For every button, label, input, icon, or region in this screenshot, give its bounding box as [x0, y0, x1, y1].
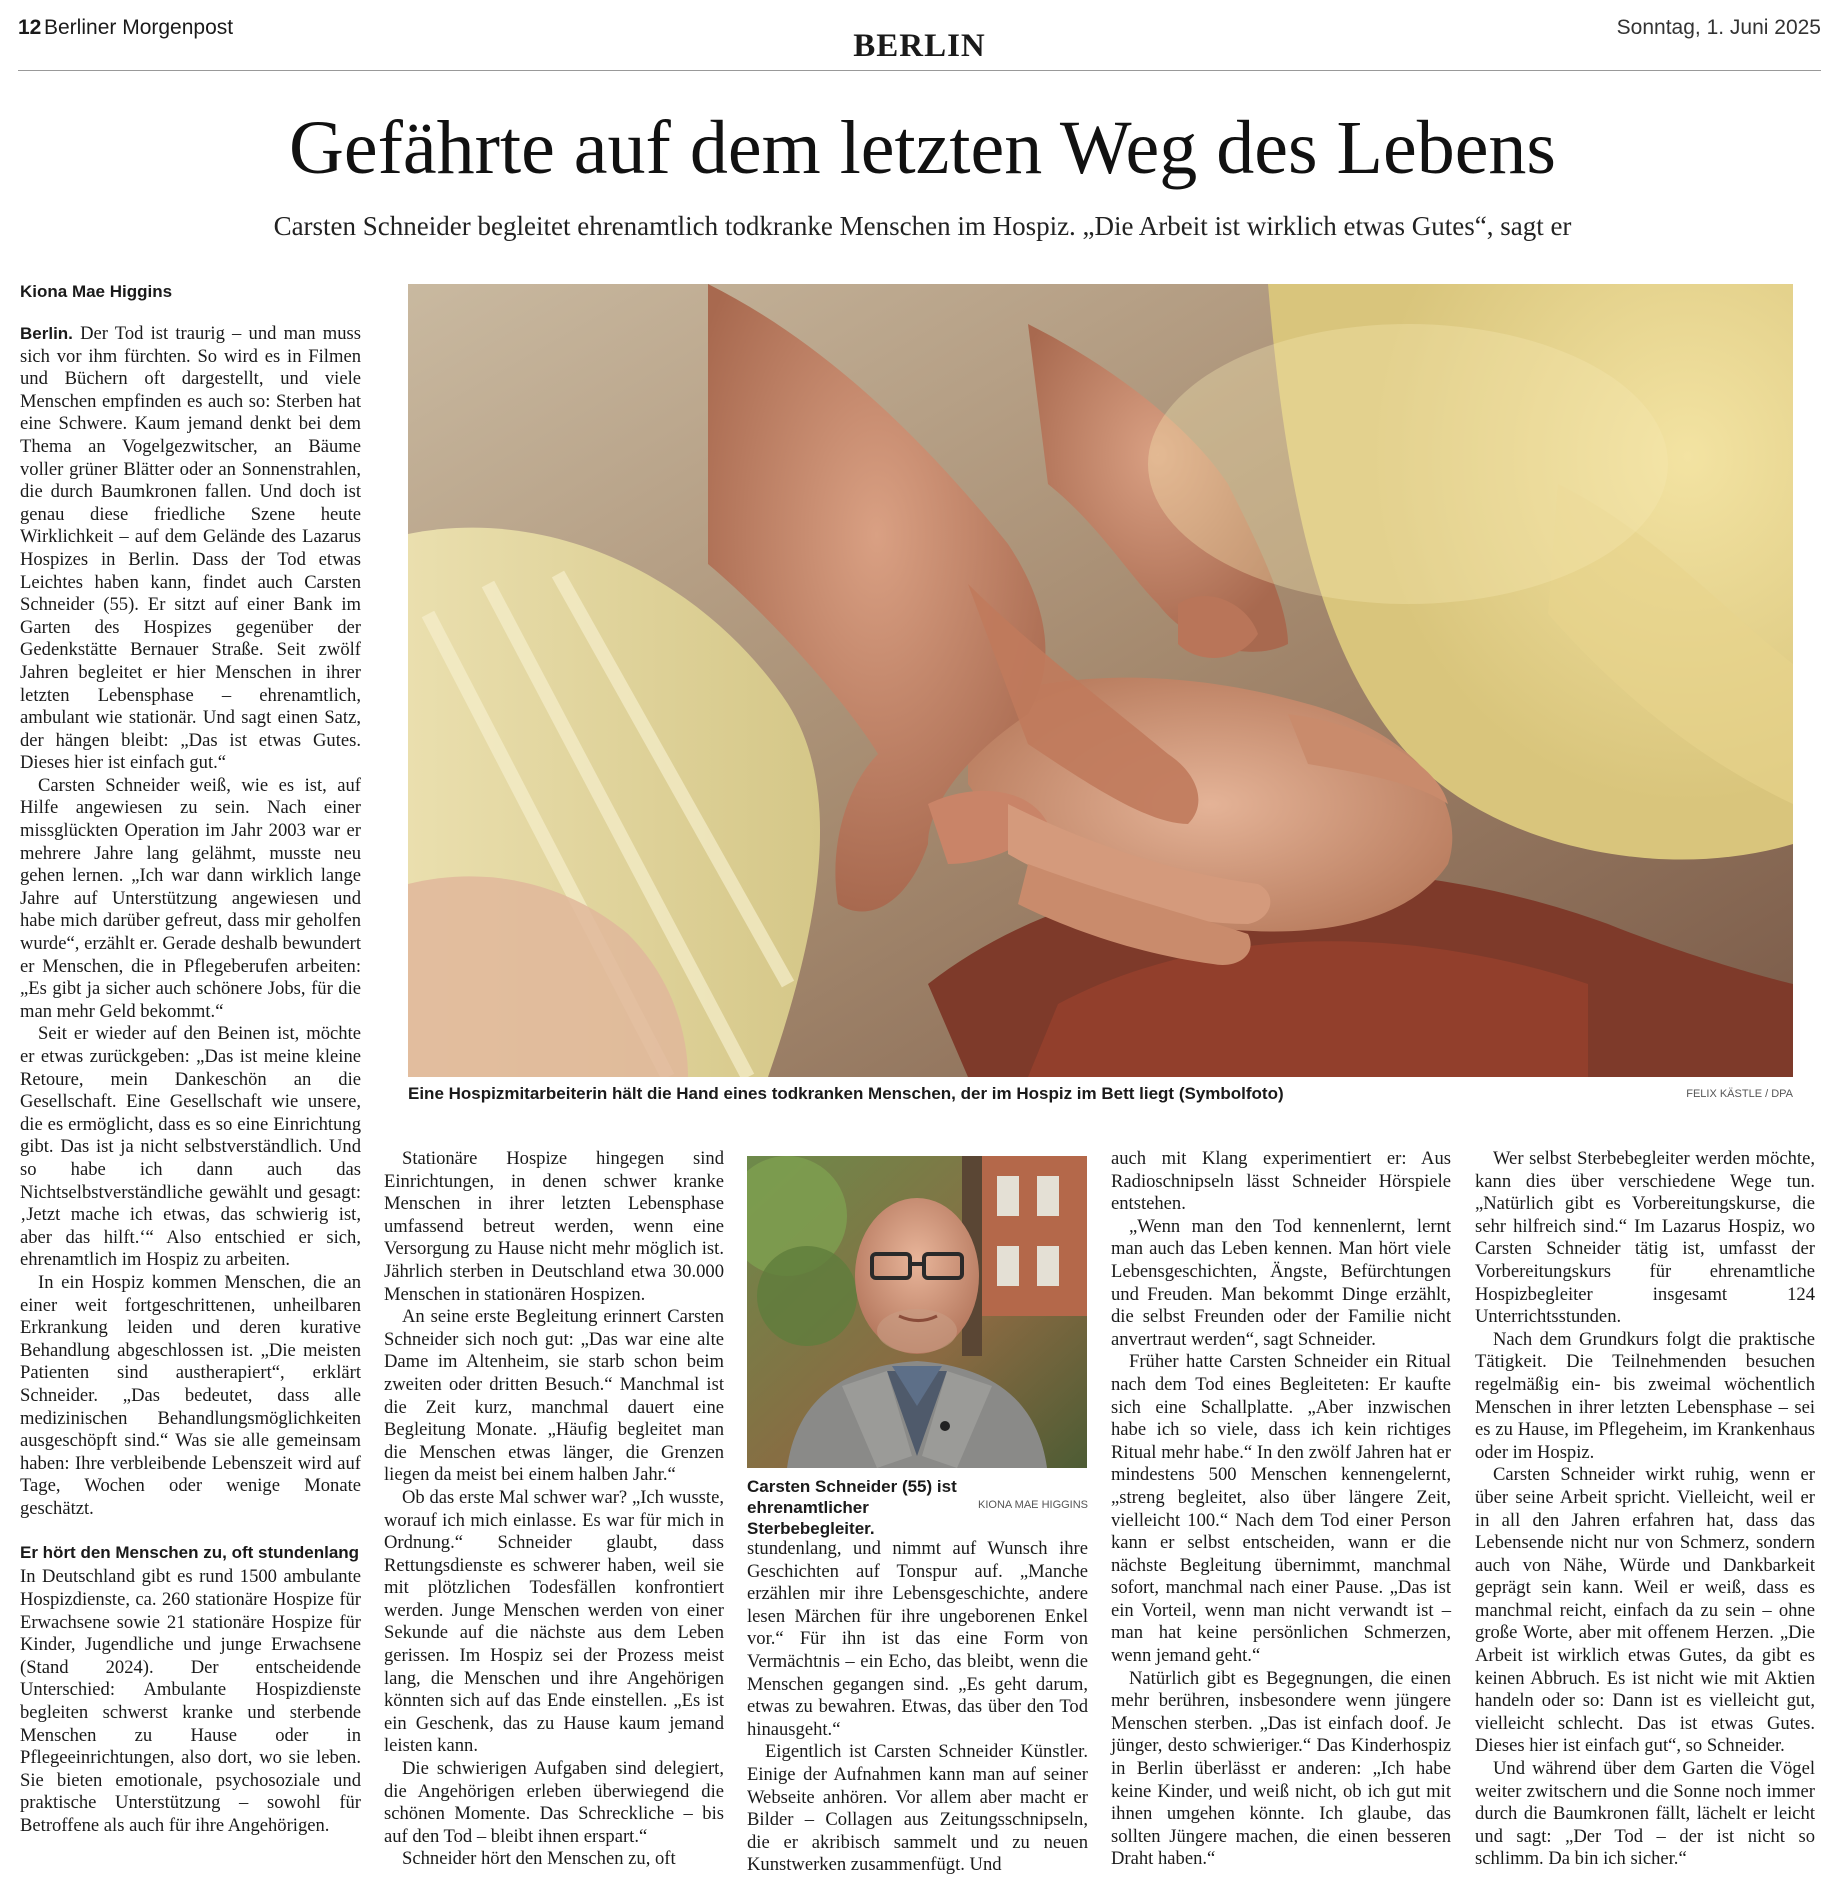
paragraph: Stationäre Hospize hingegen sind Einrichtungen, in denen schwer kranke Menschen in ihrer letzten Lebensphase umfassend betreut werden, wenn eine Versorgung zu Hause nicht mehr möglich ist. Jährlich sterben in Deutschland etwa 30.000 Menschen in stationären Hospizen. — [384, 1148, 724, 1305]
paragraph: Carsten Schneider weiß, wie es ist, auf Hilfe angewiesen zu sein. Nach einer missglückten Operation im Jahr 2003 war er mehrere Jahre lang gelähmt, musste neu gehen lernen. „Ich war dann wirklich lange Jahre auf Unterstützung angewiesen und habe mich darüber gefreut, dass mir geholfen wurde“, erzählt er. Gerade deshalb bewundert er Menschen, die in Pflegeberufen arbeiten: „Es gibt ja sicher auch schönere Jobs, für die man mehr Geld bekommt.“ — [20, 774, 361, 1022]
section-title: BERLIN — [853, 28, 986, 64]
paragraph: An seine erste Begleitung erinnert Carsten Schneider sich noch gut: „Das war eine alte Dame im Altenheim, sie starb schon beim zweiten oder dritten Besuch.“ Manchmal ist die Zeit kurz, manchmal dauert eine Begleitung Monate. „Häufig begleitet man die Menschen etwas länger, die Grenzen liegen da meist bei einem halben Jahr.“ — [384, 1306, 724, 1486]
author-byline: Kiona Mae Higgins — [20, 282, 173, 301]
page-number: 12 — [18, 16, 42, 39]
paragraph: Ob das erste Mal schwer war? „Ich wusste, worauf ich mich einlasse. Es war für mich in Ordnung.“ Schneider glaubt, dass Rettungsdienste es schwerer haben, weil sie mit plötzlichen Todesfällen konfrontiert werden. Junge Menschen werden von einer Sekunde auf die nächste aus dem Leben gerissen. Im Hospiz sei der Prozess meist lang, die Menschen und ihre Angehörigen könnten sich auf das Ende einstellen. „Es ist ein Geschenk, das zu Hause kaum jemand leisten kann. — [384, 1486, 724, 1757]
paragraph: In Deutschland gibt es rund 1500 ambulante Hospizdienste, ca. 260 stationäre Hospize für Erwachsene sowie 21 stationäre Hospize für Kinder, Jugendliche und junge Erwachsene (Stand 2024). Der entscheidende Unterschied: Ambulante Hospizdienste begleiten schwerst kranke und sterbende Menschen zu Hause oder in Pflegeeinrichtungen, also dort, wo sie leben. Sie bieten emotionale, psychosoziale und praktische Unterstützung – sowohl für Betroffene als auch für ihre Angehörigen. — [20, 1566, 361, 1836]
paragraph: Seit er wieder auf den Beinen ist, möchte er etwas zurückgeben: „Das ist meine kleine Retoure, mein Dankeschön an die Gesellschaft. Eine Gesellschaft wie unsere, die es ermöglicht, dass es so eine Einrichtung gibt. Das ist ja nicht selbstverständlich. Und so habe ich dann auch das Nichtselbstverständliche gewählt und gesagt: ‚Jetzt mache ich etwas, das schwierig ist, aber das hilft.‘“ Also entschied er sich, ehrenamtlich im Hospiz zu arbeiten. — [20, 1023, 361, 1271]
main-photo-credit: FELIX KÄSTLE / DPA — [1686, 1088, 1793, 1100]
portrait-photo — [747, 1156, 1087, 1468]
main-photo-caption: Eine Hospizmitarbeiterin hält die Hand eines todkranken Menschen, der im Hospiz im Bett liegt (Symbolfoto) — [408, 1084, 1284, 1103]
paragraph: In ein Hospiz kommen Menschen, die an einer weit fortgeschrittenen, unheilbaren Erkrankung leiden und deren kurative Behandlung abgeschlossen ist. „Die meisten Patienten sind austherapiert“, erklärt Schneider. „Das bedeutet, dass alle medizinischen Behandlungsmöglichkeiten ausgeschöpft sind.“ Was sie alle gemeinsam haben: Ihre verbleibende Lebenszeit wird auf Tage, Wochen oder wenige Monate geschätzt. — [20, 1271, 361, 1519]
paragraph: Nach dem Grundkurs folgt die praktische Tätigkeit. Die Teilnehmenden besuchen regelmäßig ein- bis zweimal wöchentlich Menschen in ihrer letzten Lebensphase – sei es zu Hause, im Pflegeheim, im Krankenhaus oder im Hospiz. — [1475, 1328, 1815, 1463]
article-column-1 — [20, 323, 361, 1838]
article-headline: Gefährte auf dem letzten Weg des Lebens — [288, 106, 1557, 190]
paragraph: Wer selbst Sterbebegleiter werden möchte, kann dies über verschiedene Wege tun. „Natürlich gibt es Vorbereitungskurse, die sehr hilfreich sind.“ Im Lazarus Hospiz, wo Carsten Schneider tätig ist, umfasst der Vorbereitungskurs für ehrenamtliche Hospizbegleiter insgesamt 124 Unterrichtsstunden. — [1475, 1148, 1815, 1328]
dateline: Berlin. — [20, 324, 73, 343]
paragraph: auch mit Klang experimentiert er: Aus Radioschnipseln lässt Schneider Hörspiele entstehen. — [1111, 1148, 1451, 1215]
masthead — [18, 10, 1821, 71]
subheading: Er hört den Menschen zu, oft stundenlang — [20, 1543, 360, 1563]
paragraph-text: Der Tod ist traurig – und man muss sich vor ihm fürchten. So wird es in Filmen und Büchern oft dargestellt, und viele Menschen empfinden es auch so: Sterben hat eine Schwere. Kaum jemand denkt bei dem Thema an Vogelgezwitscher, an Bäume voller grüner Blätter oder an Sonnenstrahlen, die durch Baumkronen fallen. Und doch ist genau diese friedliche Szene heute Wirklichkeit – auf dem Gelände des Lazarus Hospizes in Berlin. Dass der Tod etwas Leichtes haben kann, findet auch Carsten Schneider (55). Er sitzt auf einer Bank im Garten des Hospizes gegenüber der Gedenkstätte Bernauer Straße. Seit zwölf Jahren begleitet er hier Menschen in ihrer letzten Lebensphase – ehrenamtlich, ambulant wie stationär. Und sagt einen Satz, der hängen bleibt: „Das ist etwas Gutes. Dieses hier ist einfach gut.“ — [20, 323, 361, 774]
article-column-2 — [384, 1148, 724, 1871]
paragraph: Die schwierigen Aufgaben sind delegiert, die Angehörigen erleben überwiegend die schönen Momente. Das Schreckliche – bis auf den Tod – bleibt ihnen erspart.“ — [384, 1758, 724, 1847]
paragraph: „Wenn man den Tod kennenlernt, lernt man auch das Leben kennen. Man hört viele Lebensgeschichten, Ängste, Befürchtungen und Freuden. Man bekommt Dinge erzählt, die selbst Freunden oder der Familie nicht anvertraut werden“, sagt Schneider. — [1111, 1215, 1451, 1350]
article-column-4 — [1111, 1148, 1451, 1871]
paragraph — [20, 323, 361, 775]
article-subline: Carsten Schneider begleitet ehrenamtlich todkranke Menschen im Hospiz. „Die Arbeit ist wirklich etwas Gutes“, sagt er — [273, 211, 1572, 241]
article-column-5 — [1475, 1148, 1815, 1871]
main-photo — [408, 284, 1793, 1077]
paragraph: Eigentlich ist Carsten Schneider Künstler. Einige der Aufnahmen kann man auf seiner Webseite anhören. Vor allem aber macht er Bilder – Collagen aus Zeitungsschnipseln, die er akribisch sammelt und zu neuen Kunstwerken zusammenfügt. Und — [747, 1741, 1088, 1876]
portrait-caption: Carsten Schneider (55) ist ehrenamtlicher Sterbebegleiter. — [747, 1477, 957, 1538]
issue-date: Sonntag, 1. Juni 2025 — [1616, 16, 1821, 39]
paragraph: Carsten Schneider wirkt ruhig, wenn er über seine Arbeit spricht. Vielleicht, weil er in all den Jahren erfahren hat, dass das Lebensende nicht nur von Schmerz, sondern auch von Nähe, Würde und Dankbarkeit geprägt sein kann. Weil er weiß, dass es manchmal reicht, einfach da zu sein – ohne große Worte, aber mit offenem Herzen. „Die Arbeit ist wirklich etwas Gutes, da gibt es keinen Abbruch. Es ist nicht wie mit Aktien handeln oder so: Dann ist es vielleicht gut, vielleicht schlecht. Das ist etwas Gutes. Dieses hier ist einfach gut“, so Schneider. — [1475, 1464, 1815, 1757]
article-column-3 — [747, 1538, 1088, 1877]
paragraph: Natürlich gibt es Begegnungen, die einen mehr berühren, insbesondere wenn jüngere Menschen sterben. „Das ist einfach doof. Je jünger, desto schwieriger.“ Das Kinderhospiz in Berlin überlässt er anderen: „Ich habe keine Kinder, und weiß nicht, ob ich gut mit ihnen umgehen könnte. Ich glaube, das sollten Jüngere machen, die einen besseren Draht haben.“ — [1111, 1667, 1451, 1870]
paragraph: stundenlang, und nimmt auf Wunsch ihre Geschichten auf Tonspur auf. „Manche erzählen mir ihre Lebensgeschichte, andere lesen Märchen für ihre ungeborenen Enkel vor.“ Für ihn ist das eine Form von Vermächtnis – ein Echo, das bleibt, wenn die Menschen gegangen sind. „Es geht darum, etwas zu bewahren. Etwas, das über den Tod hinausgeht.“ — [747, 1538, 1088, 1740]
portrait-credit: KIONA MAE HIGGINS — [978, 1499, 1089, 1511]
paragraph: Schneider hört den Menschen zu, oft — [402, 1848, 676, 1870]
paragraph: Und während über dem Garten die Vögel weiter zwitschern und die Sonne noch immer durch die Baumkronen fällt, lächelt er leicht und sagt: „Der Tod – der ist nicht so schlimm. Da bin ich sicher.“ — [1475, 1758, 1815, 1870]
hands-photo-illustration — [408, 284, 1793, 1077]
paragraph: Früher hatte Carsten Schneider ein Ritual nach dem Tod eines Begleiteten: Er kaufte sich eine Schallplatte. „Aber inzwischen habe ich so viele, dass ich kein richtiges Ritual mehr habe.“ In den zwölf Jahren hat er mindestens 500 Menschen kennengelernt, „streng begleitet, also über längere Zeit, vielleicht 100.“ Nach dem Tod einer Person kann er selbst entscheiden, wann er die nächste Begleitung übernimmt, manchmal sofort, manchmal nach einer Pause. „Das ist ein Vorteil, wenn man nicht verwandt ist – man hat keine persönlichen Schmerzen, wenn jemand geht.“ — [1111, 1351, 1451, 1667]
newspaper-name: Berliner Morgenpost — [44, 16, 234, 39]
portrait-illustration — [747, 1156, 1087, 1468]
